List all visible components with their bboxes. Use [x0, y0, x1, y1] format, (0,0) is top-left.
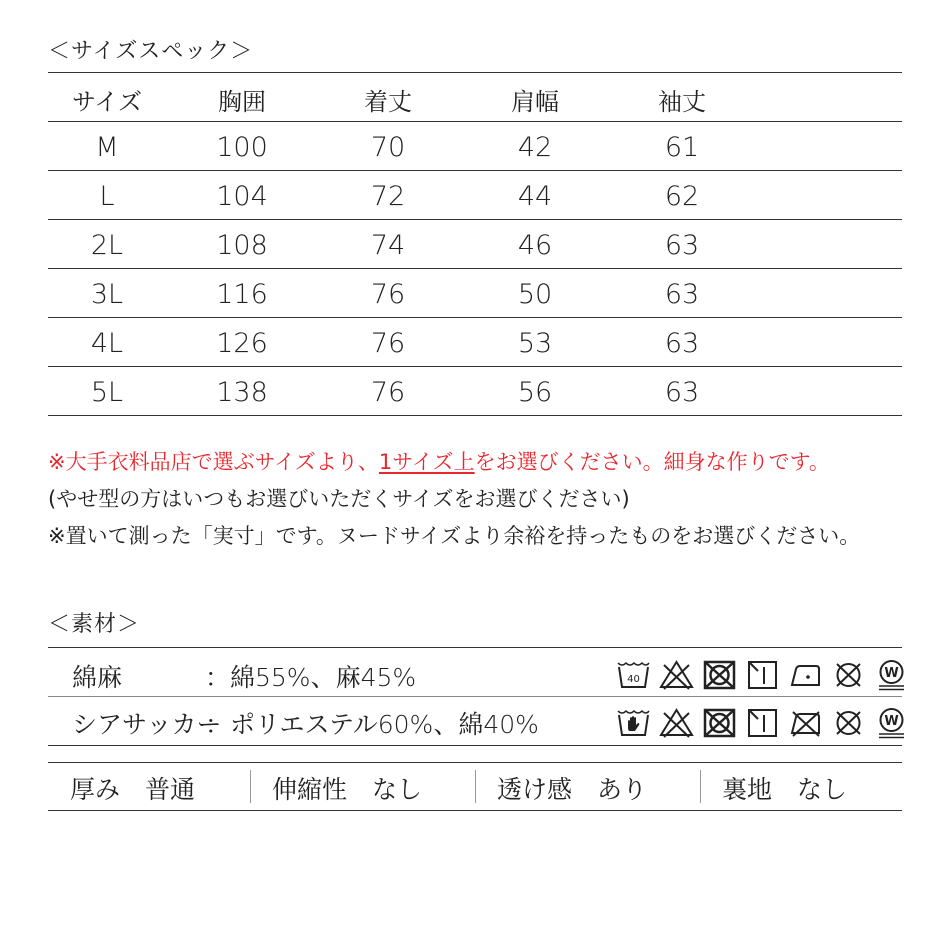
cell-chest: 108 [216, 230, 268, 261]
feature-separator [475, 770, 476, 803]
cell-shoulder: 42 [517, 132, 553, 163]
feature-stretch [272, 770, 422, 806]
table-rule [48, 366, 902, 367]
header-length: 着丈 [364, 88, 412, 116]
cell-size: 2L [90, 230, 124, 261]
cell-length: 76 [370, 279, 406, 310]
cell-sleeve: 63 [664, 279, 700, 310]
care-icons [616, 707, 909, 739]
svg-text:W: W [884, 666, 899, 681]
no-dry-clean-icon [831, 707, 866, 739]
feature-sheerness [497, 770, 647, 806]
note-red-underlined: 1サイズ上 [378, 450, 475, 474]
feature-label: 伸縮性 [272, 775, 348, 804]
cell-length: 72 [370, 181, 406, 212]
feature-separator [700, 770, 701, 803]
cell-sleeve: 63 [664, 230, 700, 261]
iron-low-icon [788, 659, 823, 691]
cell-shoulder: 53 [517, 328, 553, 359]
sizing-note-red [48, 446, 830, 476]
cell-chest: 126 [216, 328, 268, 359]
material-composition: ：綿55%、麻45% [205, 663, 417, 692]
no-bleach-icon [659, 659, 694, 691]
cell-chest: 116 [216, 279, 268, 310]
material-composition: ：ポリエステル60%、綿40% [205, 710, 539, 739]
feature-separator [250, 770, 251, 803]
header-sleeve: 袖丈 [658, 88, 706, 116]
cell-sleeve: 63 [664, 377, 700, 408]
cell-length: 76 [370, 328, 406, 359]
table-rule [48, 317, 902, 318]
cell-size: L [99, 181, 115, 212]
cell-sleeve: 61 [664, 132, 700, 163]
cell-size: 3L [90, 279, 124, 310]
cell-shoulder: 44 [517, 181, 553, 212]
sizing-note-slim: (やせ型の方はいつもお選びいただくサイズをお選びください) [48, 487, 630, 511]
materials-bottom-rule [48, 745, 902, 746]
cell-length: 74 [370, 230, 406, 261]
materials-title: ＜素材＞ [48, 612, 141, 637]
wet-clean-mild-icon [874, 707, 909, 739]
cell-shoulder: 50 [517, 279, 553, 310]
cell-chest: 104 [216, 181, 268, 212]
materials-top-rule [48, 647, 902, 648]
table-rule [48, 121, 902, 122]
hand-wash-icon [616, 707, 651, 739]
feature-thickness [70, 770, 195, 806]
feature-label: 厚み [70, 775, 121, 804]
cell-sleeve: 63 [664, 328, 700, 359]
wash-40-icon [616, 659, 651, 691]
line-dry-shade-icon [745, 707, 780, 739]
care-icons [616, 659, 909, 691]
cell-shoulder: 56 [517, 377, 553, 408]
material-name: シアサッカー [72, 710, 222, 739]
cell-size: M [95, 132, 119, 163]
no-iron-icon [788, 707, 823, 739]
feature-lining [722, 770, 847, 806]
table-rule [48, 170, 902, 171]
note-red-post: をお選びください。細身な作りです。 [474, 450, 830, 474]
cell-size: 4L [90, 328, 124, 359]
wet-clean-mild-icon [874, 659, 909, 691]
material-name: 綿麻 [72, 663, 123, 692]
materials-divider [48, 696, 902, 697]
cell-size: 5L [90, 377, 124, 408]
no-tumble-dry-icon [702, 659, 737, 691]
header-size: サイズ [71, 88, 143, 116]
note-red-pre: ※大手衣料品店で選ぶサイズより、 [48, 450, 379, 474]
svg-text:40: 40 [627, 674, 640, 685]
size-spec-title: ＜サイズスペック＞ [48, 39, 254, 64]
table-rule [48, 268, 902, 269]
feature-value: あり [597, 775, 648, 804]
no-bleach-icon [659, 707, 694, 739]
cell-length: 76 [370, 377, 406, 408]
header-shoulder: 肩幅 [511, 88, 559, 116]
no-dry-clean-icon [831, 659, 866, 691]
cell-sleeve: 62 [664, 181, 700, 212]
feature-value: なし [797, 775, 848, 804]
cell-chest: 138 [216, 377, 268, 408]
cell-shoulder: 46 [517, 230, 553, 261]
line-dry-shade-icon [745, 659, 780, 691]
features-bottom-rule [48, 810, 902, 811]
cell-length: 70 [370, 132, 406, 163]
feature-label: 裏地 [722, 775, 773, 804]
no-tumble-dry-icon [702, 707, 737, 739]
feature-label: 透け感 [497, 775, 573, 804]
sizing-note-measure: ※置いて測った「実寸」です。ヌードサイズより余裕を持ったものをお選びください。 [48, 524, 861, 548]
features-top-rule [48, 762, 902, 763]
feature-value: 普通 [145, 775, 196, 804]
feature-value: なし [372, 775, 423, 804]
header-chest: 胸囲 [218, 88, 266, 116]
cell-chest: 100 [216, 132, 268, 163]
table-rule [48, 219, 902, 220]
table-top-rule [48, 72, 902, 73]
table-bottom-rule [48, 415, 902, 416]
svg-text:W: W [884, 714, 899, 729]
